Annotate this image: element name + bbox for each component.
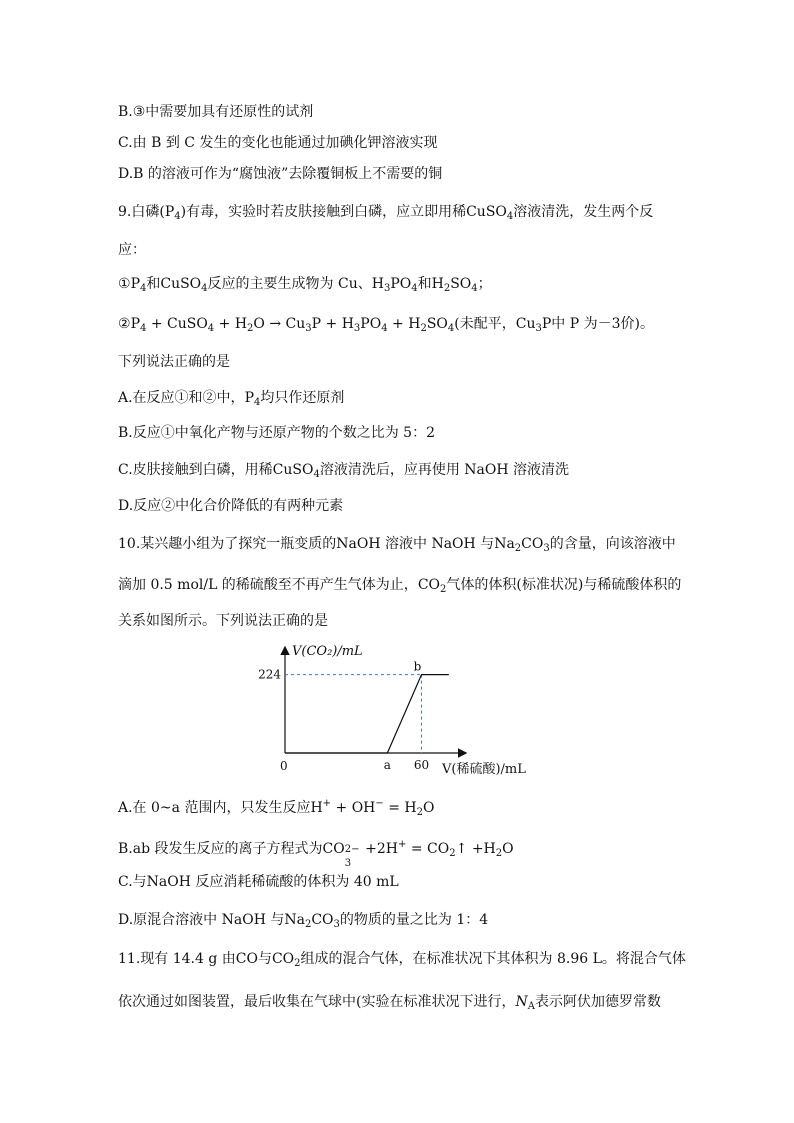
q10-option-d: D.原混合溶液中 NaOH 与$Na_2CO_3$的物质的量之比为 1：4 xyxy=(118,912,489,930)
co2-series-line xyxy=(285,675,449,753)
option-c-text: C.由 B 到 C 发生的变化也能通过加碘化钾溶液实现 xyxy=(118,135,438,151)
question-9-stem: 9.白磷$(P_4)$有毒，实验时若皮肤接触到白磷，应立即用稀CuSO$_4$溶液清洗，发生两个反 xyxy=(118,204,654,222)
question-11-stem: 11.现有 14.4 g 由CO与$CO_2$组成的混合气体，在标准状况下其体积为 8.96 L。将混合气体 xyxy=(118,951,686,969)
origin-label: 0 xyxy=(280,759,288,773)
point-label-b: b xyxy=(413,659,422,674)
q9-option-d: D.反应②中化合价降低的有两种元素 xyxy=(118,498,344,514)
q10-option-b: B.ab 段发生反应的离子方程式为CO 2− 3 $+2H^+ = CO_2↑ +H_2O$ xyxy=(118,839,514,869)
reaction-2: $②P_4$ + CuSO$_4$ + $H_2O \to Cu_3P + H_3PO_4 + H_2SO_4$(未配平，$Cu_3P$中 P 为－3价)。 xyxy=(118,316,654,334)
question-10-ask: 关系如图所示。下列说法正确的是 xyxy=(118,613,328,629)
q10-option-a: A.在 0~a 范围内，只发生反应$H^+ + OH^- = H_2O$ xyxy=(118,798,435,818)
question-9-stem-cont: 应： xyxy=(118,242,146,258)
x-tick-a: a xyxy=(383,758,391,772)
reaction-1: $①P_4$和CuSO$_4$反应的主要生成物为 Cu、$H_3PO_4$和$H_2SO_4$； xyxy=(118,276,492,294)
question-11-stem-cont: 依次通过如图装置，最后收集在气球中(实验在标准状况下进行，$N_A$表示阿伏加德罗常数 xyxy=(118,994,661,1012)
question-10-stem-cont: 滴加 0.5 mol/L 的稀硫酸至不再产生气体为止，$CO_2$气体的体积(标准状况)与稀硫酸体积的 xyxy=(118,577,682,595)
co2-volume-chart xyxy=(250,640,570,785)
q9-option-b: B.反应①中氧化产物与还原产物的个数之比为 5：2 xyxy=(118,425,436,441)
option-d-text: D.B 的溶液可作为“腐蚀液”去除覆铜板上不需要的铜 xyxy=(118,166,443,182)
q9-option-c: C.皮肤接触到白磷，用稀CuSO$_4$溶液清洗后，应再使用 NaOH 溶液清洗 xyxy=(118,462,570,480)
y-tick-224: 224 xyxy=(258,667,281,682)
question-9-ask: 下列说法正确的是 xyxy=(118,354,230,370)
q9-option-a: A.在反应①和②中，$P_4$均只作还原剂 xyxy=(118,390,345,408)
y-axis-label: V(CO₂)/mL xyxy=(292,644,363,659)
option-b-text: B.③中需要加具有还原性的试剂 xyxy=(118,104,314,120)
q10-option-c: C.与NaOH 反应消耗稀硫酸的体积为 40 mL xyxy=(118,874,399,890)
x-axis-label: V(稀硫酸)/mL xyxy=(442,762,526,777)
question-10-stem: 10.某兴趣小组为了探究一瓶变质的NaOH 溶液中 NaOH 与$Na_2CO_3$的含量，向该溶液中 xyxy=(118,536,676,554)
x-tick-60: 60 xyxy=(413,758,430,772)
